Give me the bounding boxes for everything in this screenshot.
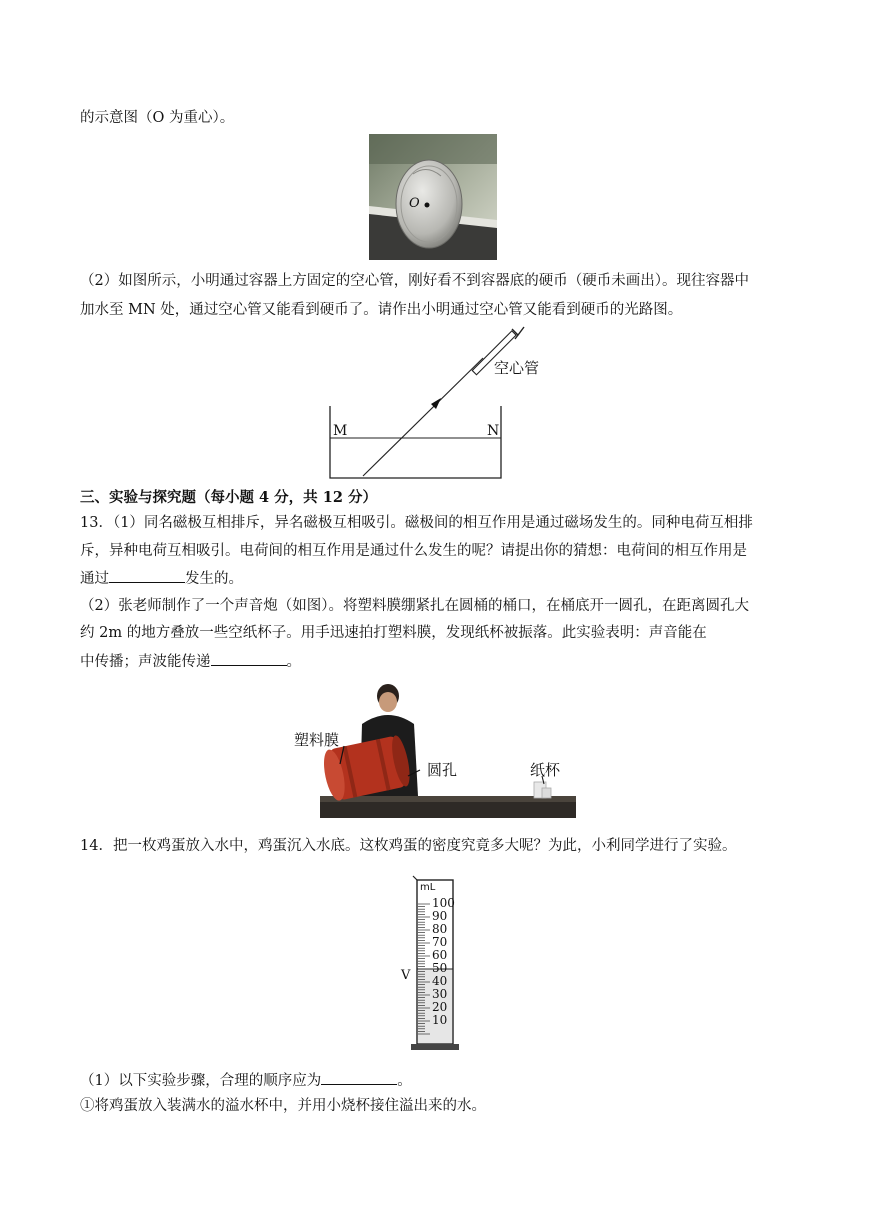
q13-line4: （2）张老师制作了一个声音炮（如图）。将塑料膜绷紧扎在圆桶的桶口，在桶底开一圆孔，在距离圆孔大: [80, 598, 749, 614]
q13-line2: 斥，异种电荷互相吸引。电荷间的相互作用是通过什么发生的呢？请提出你的猜想：电荷间的相互作用是: [80, 543, 747, 559]
section3-heading: 三、实验与探究题（每小题 4 分，共 12 分）: [80, 489, 377, 506]
cylinder-tick-label: 70: [432, 935, 448, 949]
cylinder-tick-label: 80: [432, 922, 448, 936]
graduated-cylinder: [395, 872, 475, 1058]
tube-container-diagram: [325, 322, 555, 484]
tube-label: 空心管: [494, 359, 540, 377]
cylinder-tick-label: 10: [432, 1013, 448, 1027]
q12-2-line2: 加水至 MN 处，通过空心管又能看到硬币了。请作出小明通过空心管又能看到硬币的光路图。: [80, 302, 683, 318]
cylinder-tick-label: 20: [432, 1000, 448, 1014]
cylinder-tick-label: 50: [432, 961, 448, 975]
tube-diagram-svg: [325, 322, 555, 484]
cannon-label-film: 塑料膜: [294, 731, 340, 749]
answer-blank-3[interactable]: [321, 1070, 397, 1085]
q13-line6-pre: 中传播；声波能传递: [80, 654, 211, 670]
coin-photo-image: [369, 134, 497, 260]
q14-sub1-pre: （1）以下实验步骤，合理的顺序应为: [80, 1073, 322, 1089]
cylinder-tick-label: 60: [432, 948, 448, 962]
q13-line6-post: 。: [286, 654, 301, 670]
cylinder-tick-label: 30: [432, 987, 448, 1001]
coin-photo: [369, 134, 497, 260]
answer-blank-2[interactable]: [211, 651, 287, 666]
q13-line1: 13．（1）同名磁极互相排斥，异名磁极互相吸引。磁极间的相互作用是通过磁场发生的。同种电荷互相排: [80, 515, 753, 531]
q13-line3: [80, 568, 792, 589]
q14-line1: 14．把一枚鸡蛋放入水中，鸡蛋沉入水底。这枚鸡蛋的密度究竟多大呢？为此，小利同学进行了实验。: [80, 838, 737, 854]
cylinder-tick-label: 90: [432, 909, 448, 923]
cannon-label-cup: 纸杯: [530, 761, 561, 779]
q13-line6: [80, 651, 792, 672]
sound-cannon-photo: [290, 684, 580, 820]
q14-step1: ①将鸡蛋放入装满水的溢水杯中，并用小烧杯接住溢出来的水。: [80, 1098, 486, 1114]
q13-line3-post: 发生的。: [185, 571, 243, 587]
label-m: M: [333, 423, 348, 439]
cylinder-tick-label: 100: [432, 896, 455, 910]
sound-cannon-image: [290, 684, 580, 820]
q13-line3-pre: 通过: [80, 571, 109, 587]
coin-label-o: O: [409, 196, 420, 211]
label-n: N: [487, 423, 500, 439]
q12-2-line1: （2）如图所示，小明通过容器上方固定的空心管，刚好看不到容器底的硬币（硬币未画出）。现往容器中: [80, 273, 749, 289]
cannon-label-hole: 圆孔: [427, 761, 458, 779]
cylinder-base: [411, 1044, 459, 1050]
q14-sub1: [80, 1070, 792, 1091]
cylinder-unit: mL: [420, 882, 436, 893]
cylinder-side-label: V: [401, 968, 411, 983]
intro-text: 的示意图（O 为重心）。: [80, 110, 235, 126]
q14-sub1-post: 。: [397, 1073, 412, 1089]
cylinder-spout: [413, 876, 417, 880]
q13-line5: 约 2m 的地方叠放一些空纸杯子。用手迅速拍打塑料膜，发现纸杯被振落。此实验表明：声音能在: [80, 625, 707, 641]
cylinder-tick-label: 40: [432, 974, 448, 988]
answer-blank-1[interactable]: [109, 568, 185, 583]
